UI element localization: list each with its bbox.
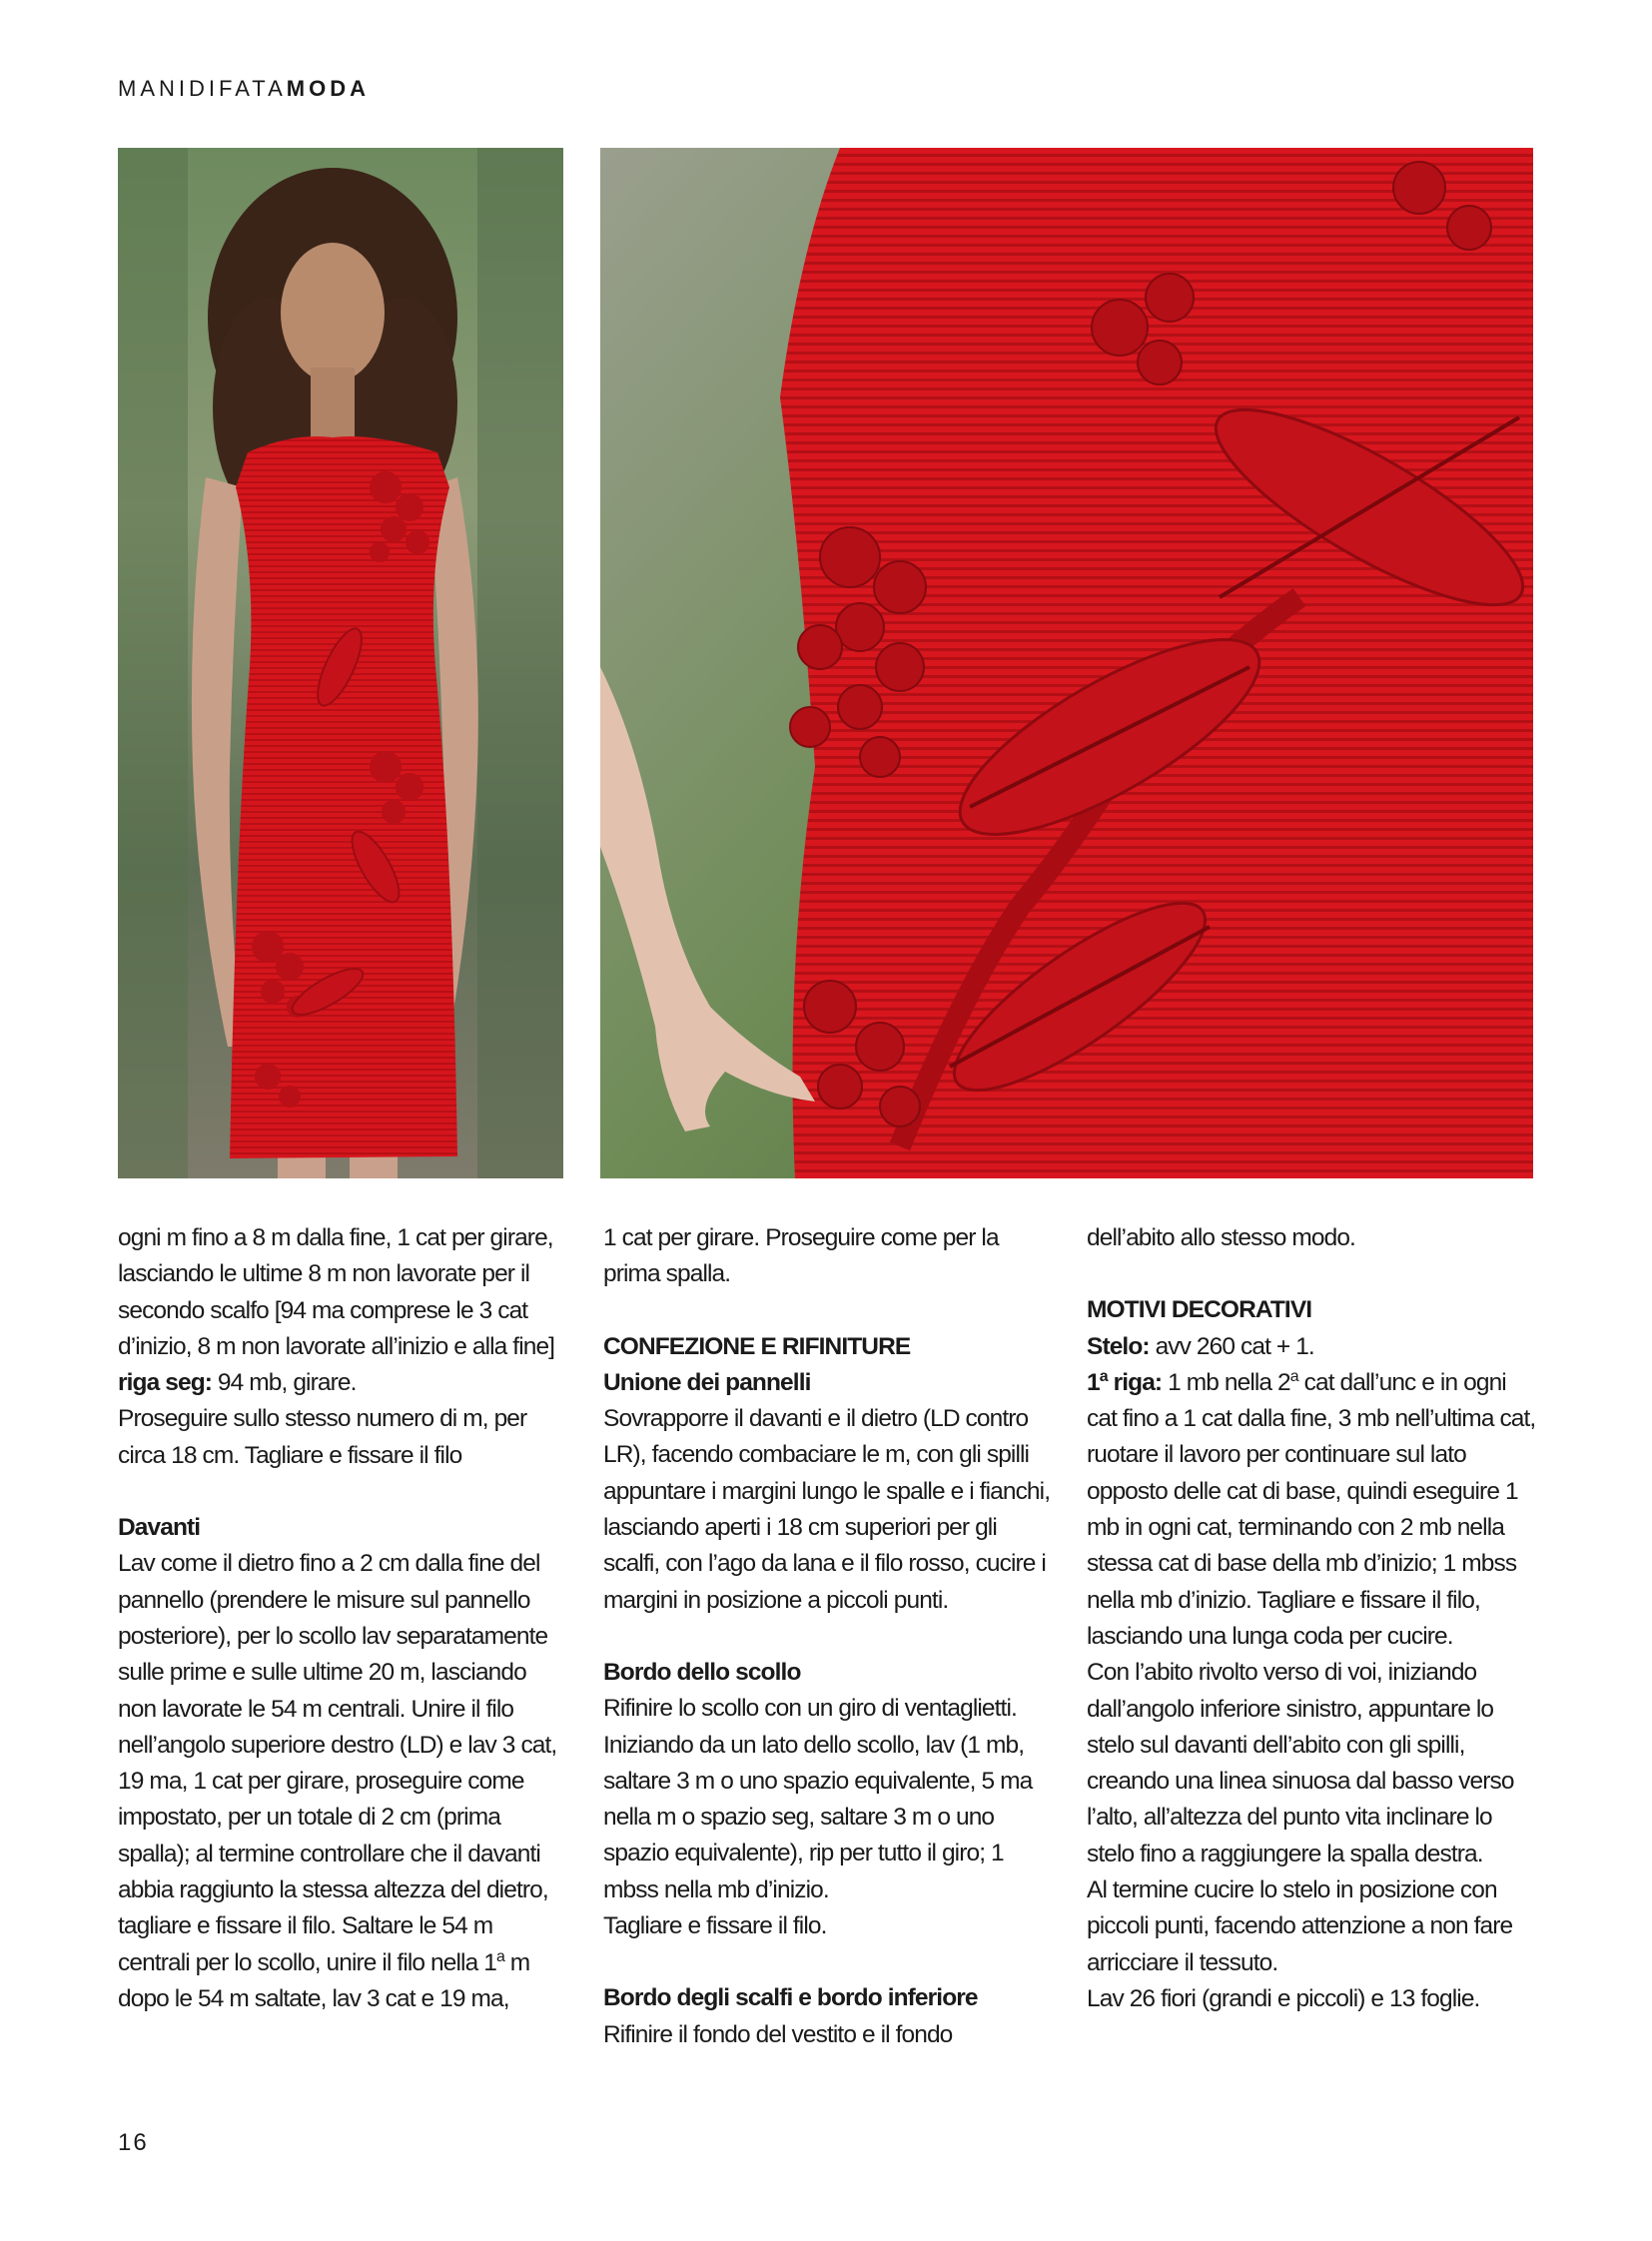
row-label: riga seg: xyxy=(118,1369,213,1397)
paragraph: Proseguire sullo stesso numero di m, per circa 18 cm. Tagliare e fissare il filo xyxy=(118,1405,527,1469)
paragraph: Sovrapporre il davanti e il dietro (LD contro LR), facendo combaciare le m, con gli spilli appuntare i margini lungo le spalle e i fianchi, lasciando aperti i 18 cm superiori per gli scalfi, con l’ago da lana e il filo rosso, cucire i margini in posizione a piccoli punti. xyxy=(603,1405,1051,1614)
text-column-2 xyxy=(603,1220,1055,2053)
section-heading-motivi: MOTIVI DECORATIVI xyxy=(1087,1296,1312,1324)
paragraph: Tagliare e fissare il filo. xyxy=(603,1912,827,1940)
paragraph: 1 cat per girare. Proseguire come per la prima spalla. xyxy=(603,1224,999,1288)
row-label: 1$^a$ riga: xyxy=(1087,1367,1163,1396)
paragraph: dell’abito allo stesso modo. xyxy=(1087,1224,1355,1251)
paragraph: Rifinire il fondo del vestito e il fondo xyxy=(603,2020,953,2048)
paragraph: riga seg: 94 mb, girare. xyxy=(118,1369,357,1397)
paragraph: ogni m fino a 8 m dalla fine, 1 cat per girare, lasciando le ultime 8 m non lavorate per il secondo scalfo [94 ma comprese le 3 cat d’inizio, 8 m non lavorate all’inizio e alla fine] xyxy=(118,1224,555,1360)
subheading-bordo-scollo: Bordo dello scollo xyxy=(603,1658,801,1686)
section-heading-davanti: Davanti xyxy=(118,1514,201,1542)
paragraph: 1$^a$ riga: 1 mb nella 2$^a$ cat dall’unc e in ogni cat fino a 1 cat dalla fine, 3 mb nell’ultima cat, ruotare il lavoro per continuare sul lato opposto delle cat di base, quindi eseguire 1 mb in ogni cat, terminando con 2 mb nella stessa cat di base della mb d’inizio; 1 mbss nella mb d’inizio. Tagliare e fissare il filo, lasciando una lunga coda per cucire. xyxy=(1087,1367,1536,1650)
paragraph: Stelo: avv 260 cat + 1. xyxy=(1087,1332,1314,1360)
photo-dress-detail xyxy=(600,148,1533,1178)
masthead-bold: MODA xyxy=(286,76,370,101)
page-number: 16 xyxy=(118,2129,149,2156)
masthead-light: MANIDIFATA xyxy=(118,76,287,101)
paragraph: Lav come il dietro fino a 2 cm dalla fine del pannello (prendere le misure sul pannello posteriore), per lo scollo lav separatamente sulle prime e sulle ultime 20 m, lasciando non lavorate le 54 m centrali. Unire il filo nell’angolo superiore destro (LD) e lav 3 cat, 19 ma, 1 cat per girare, proseguire come impostato, per un totale di 2 cm (prima spalla); al termine controllare che il davanti abbia raggiunto la stessa altezza del dietro, tagliare e fissare il filo. Saltare le 54 m centrali per lo scollo, unire il filo nella 1$^a$ m dopo le 54 m saltate, lav 3 cat e 19 ma, xyxy=(118,1550,557,2012)
magazine-masthead xyxy=(118,76,370,102)
subheading-unione: Unione dei pannelli xyxy=(603,1368,811,1396)
paragraph: Lav 26 fiori (grandi e piccoli) e 13 foglie. xyxy=(1087,1984,1480,2012)
model-dress-illustration xyxy=(118,148,563,1178)
text-column-1 xyxy=(118,1220,569,2017)
paragraph: Al termine cucire lo stelo in posizione con piccoli punti, facendo attenzione a non fare arricciare il tessuto. xyxy=(1087,1876,1513,1976)
photo-model-full-dress xyxy=(118,148,563,1178)
paragraph: Rifinire lo scollo con un giro di ventaglietti. Iniziando da un lato dello scollo, lav (1 mb, saltare 3 m o uno spazio equivalente, 5 ma nella m o spazio seg, saltare 3 m o uno spazio equivalente), rip per tutto il giro; 1 mbss nella mb d’inizio. xyxy=(603,1695,1033,1903)
paragraph: Con l’abito rivolto verso di voi, iniziando dall’angolo inferiore sinistro, appuntare lo stelo sul davanti dell’abito con gli spilli, creando una linea sinuosa dal basso verso l’alto, all’altezza del punto vita inclinare lo stelo fino a raggiungere la spalla destra. xyxy=(1087,1659,1514,1868)
section-heading-confezione: CONFEZIONE E RIFINITURE xyxy=(603,1332,911,1360)
subheading-bordo-scalfi: Bordo degli scalfi e bordo inferiore xyxy=(603,1984,978,2012)
crochet-detail-illustration xyxy=(600,148,1533,1178)
text-column-3 xyxy=(1087,1220,1538,2017)
